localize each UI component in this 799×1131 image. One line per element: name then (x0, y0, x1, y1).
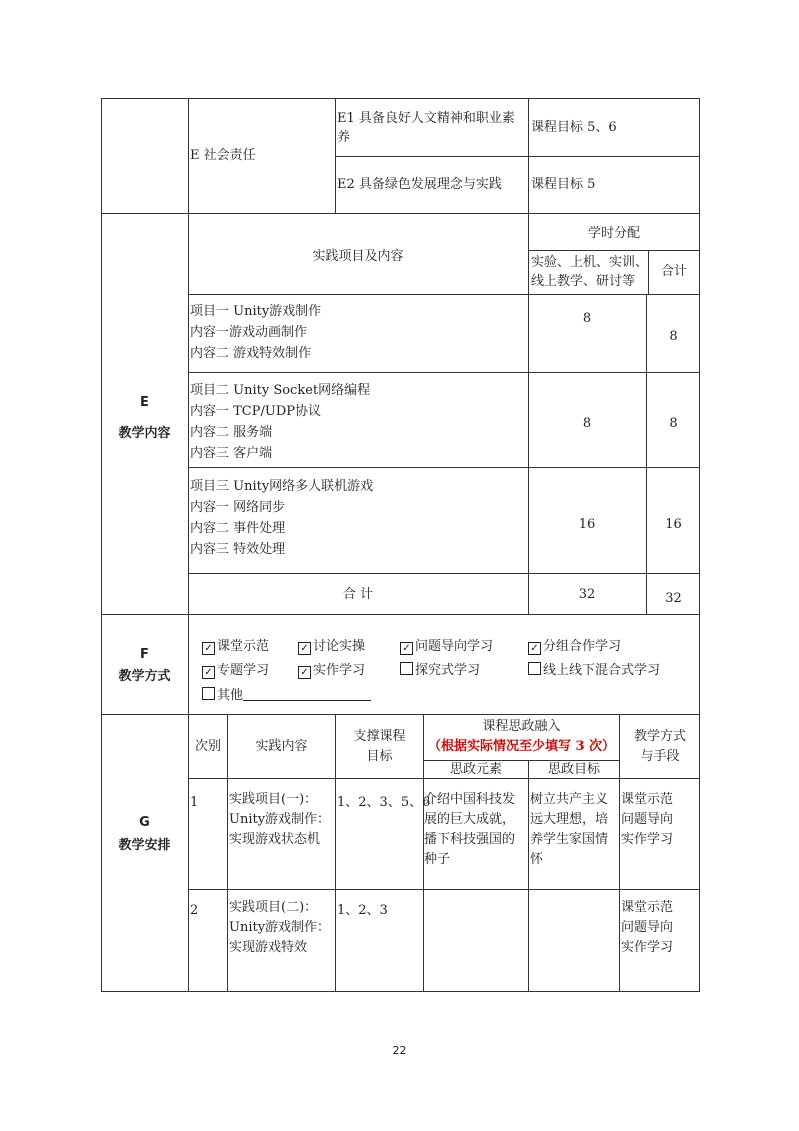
method-label: 线上线下混合式学习 (543, 663, 661, 678)
project-line: 项目三 Unity网络多人联机游戏 (190, 479, 374, 494)
method-option[interactable] (400, 637, 493, 657)
row-element-line: 种子 (424, 852, 451, 867)
practice-header-line1: 实验、上机、实训、 (531, 255, 649, 270)
checkbox-checked-icon[interactable]: ✓ (202, 642, 215, 655)
row-order: 2 (190, 903, 199, 918)
row-content-line: Unity游戏制作： (229, 812, 331, 827)
checkbox-empty-icon[interactable] (202, 687, 215, 700)
practice-hours: 8 (582, 311, 592, 326)
checkbox-checked-icon[interactable]: ✓ (528, 642, 541, 655)
practice-header-line2: 线上教学、研讨等 (531, 274, 636, 289)
row-method-line: 课堂示范 (621, 900, 674, 915)
method-label: 课堂示范 (217, 639, 270, 654)
method-label: 实作学习 (313, 663, 366, 678)
row-element-line: 播下科技强国的 (424, 832, 516, 847)
other-blank-field[interactable] (243, 686, 371, 701)
row-element-line: 介绍中国科技发 (424, 792, 516, 807)
total-header: 合计 (660, 264, 687, 279)
checkbox-checked-icon[interactable]: ✓ (400, 642, 413, 655)
checkbox-empty-icon[interactable] (528, 662, 541, 675)
project-line: 项目二 Unity Socket网络编程 (190, 383, 371, 398)
method-header-line2: 与手段 (640, 749, 680, 764)
row-method-line: 课堂示范 (621, 792, 674, 807)
row-target-line: 远大理想，培 (530, 812, 609, 827)
row-content-line: 实现游戏状态机 (229, 832, 321, 847)
checkbox-checked-icon[interactable]: ✓ (202, 666, 215, 679)
total-hours: 8 (669, 416, 678, 431)
method-label: 探究式学习 (415, 663, 481, 678)
method-label: 其他 (217, 688, 244, 703)
project-line: 内容二 服务端 (190, 425, 273, 440)
method-label: 讨论实操 (313, 639, 366, 654)
project-line: 项目一 Unity游戏制作 (190, 304, 322, 319)
method-label: 问题导向学习 (415, 639, 494, 654)
items-header: 实践项目及内容 (312, 249, 404, 264)
e1-text-line2: 养 (337, 130, 351, 145)
section-g-title: 教学安排 (118, 838, 171, 853)
section-e-code: E (140, 395, 149, 410)
checkbox-empty-icon[interactable] (400, 662, 413, 675)
row-goals: 1、2、3、5、6 (337, 795, 431, 810)
total-hours: 16 (665, 517, 682, 532)
order-header: 次别 (194, 739, 221, 754)
row-content-line: Unity游戏制作： (229, 920, 331, 935)
method-option[interactable] (202, 637, 269, 657)
method-header-line1: 教学方式 (633, 729, 686, 744)
project-line: 内容二 游戏特效制作 (190, 346, 312, 361)
project-line: 内容二 事件处理 (190, 521, 286, 536)
section-e-title: 教学内容 (118, 426, 171, 441)
row-content-line: 实践项目(一)： (229, 792, 318, 807)
goal-header-line2: 目标 (366, 749, 393, 764)
row-method-line: 实作学习 (621, 940, 674, 955)
social-responsibility-label: E 社会责任 (190, 148, 256, 163)
method-label: 专题学习 (217, 663, 270, 678)
e2-text: E2 具备绿色发展理念与实践 (337, 177, 502, 192)
page-number: 22 (392, 1044, 407, 1057)
total-hours: 8 (669, 329, 678, 344)
row-element-line: 展的巨大成就， (424, 812, 516, 827)
checkbox-checked-icon[interactable]: ✓ (298, 642, 311, 655)
sum-practice: 32 (578, 587, 596, 602)
row-goals: 1、2、3 (337, 903, 388, 918)
method-option[interactable] (400, 661, 480, 681)
project-line: 内容三 客户端 (190, 446, 273, 461)
row-target-line: 养学生家国情 (530, 832, 609, 847)
method-option[interactable] (202, 661, 269, 681)
row-method-line: 问题导向 (621, 920, 674, 935)
section-f-title: 教学方式 (118, 669, 171, 684)
project-line: 内容一 TCP/UDP协议 (190, 404, 322, 419)
method-option[interactable] (298, 661, 365, 681)
project-line: 内容三 特效处理 (190, 542, 286, 557)
hours-header: 学时分配 (587, 226, 640, 241)
method-option[interactable] (298, 637, 365, 657)
row-target-line: 怀 (530, 852, 544, 867)
content-header: 实践内容 (255, 739, 308, 754)
method-option[interactable] (528, 661, 660, 681)
checkbox-checked-icon[interactable]: ✓ (298, 666, 311, 679)
row-order: 1 (190, 795, 199, 810)
row-target-line: 树立共产主义 (530, 792, 609, 807)
sum-total: 32 (665, 591, 682, 606)
row-content-line: 实现游戏特效 (229, 940, 308, 955)
method-option[interactable] (528, 637, 621, 657)
goal-header-line1: 支撑课程 (353, 729, 406, 744)
method-option-other[interactable] (202, 686, 371, 706)
element-header: 思政元素 (449, 762, 502, 777)
row-method-line: 实作学习 (621, 832, 674, 847)
sum-label: 合 计 (342, 587, 374, 602)
ideology-header: 课程思政融入 (482, 719, 561, 734)
section-g-code: G (139, 815, 150, 830)
ideology-note: （根据实际情况至少填写 3 次） (427, 739, 616, 754)
practice-hours: 8 (582, 416, 592, 431)
e1-text-line1: E1 具备良好人文精神和职业素 (337, 111, 515, 126)
e2-goal: 课程目标 5 (531, 177, 596, 192)
target-header: 思政目标 (547, 762, 600, 777)
row-content-line: 实践项目(二)： (229, 900, 318, 915)
row-method-line: 问题导向 (621, 812, 674, 827)
project-line: 内容一游戏动画制作 (190, 325, 308, 340)
method-label: 分组合作学习 (543, 639, 622, 654)
e1-goal: 课程目标 5、6 (531, 120, 617, 135)
practice-hours: 16 (578, 517, 596, 532)
project-line: 内容一 网络同步 (190, 500, 286, 515)
section-f-code: F (140, 647, 149, 662)
